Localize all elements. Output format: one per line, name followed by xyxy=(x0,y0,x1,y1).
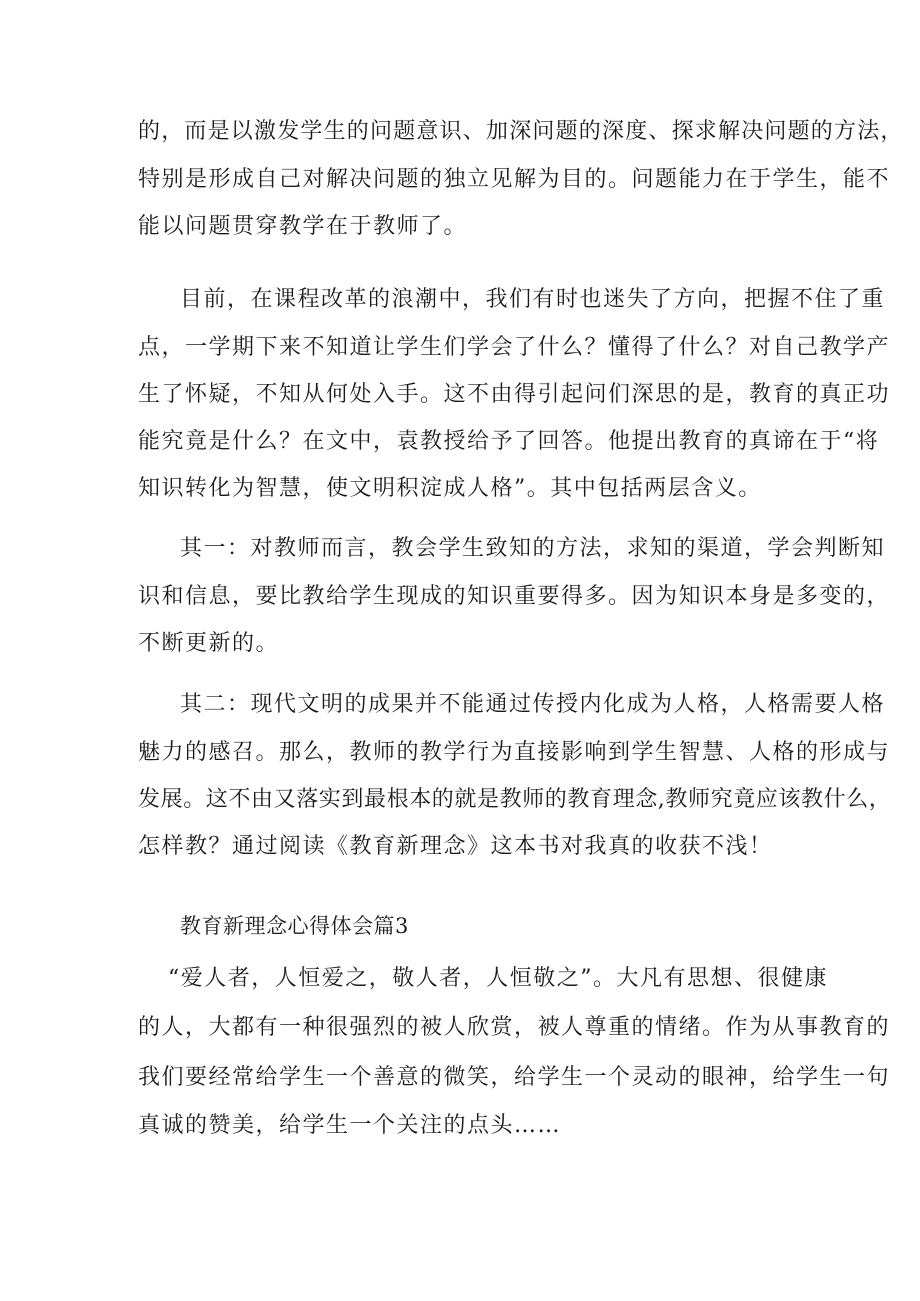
paragraph-3-line-3: 不断更新的。 xyxy=(138,631,280,656)
paragraph-4-line-1: 其二：现代文明的成果并不能通过传授内化成为人格，人格需要人格 xyxy=(180,692,886,717)
paragraph-5-line-3: 我们要经常给学生一个善意的微笑，给学生一个灵动的眼神，给学生一句 xyxy=(138,1065,891,1090)
paragraph-2-line-1: 目前，在课程改革的浪潮中，我们有时也迷失了方向，把握不住了重 xyxy=(180,287,886,312)
paragraph-5-line-1: “爱人者，人恒爱之，敬人者，人恒敬之”。大凡有思想、很健康 xyxy=(168,966,828,991)
paragraph-3-line-2: 识和信息，要比教给学生现成的知识重要得多。因为知识本身是多变的， xyxy=(138,584,891,609)
paragraph-2-line-3: 生了怀疑，不知从何处入手。这不由得引起问们深思的是，教育的真正功 xyxy=(138,382,891,407)
paragraph-5-line-2: 的人，大都有一种很强烈的被人欣赏，被人尊重的情绪。作为从事教育的 xyxy=(138,1015,891,1040)
paragraph-5-line-4: 真诚的赞美，给学生一个关注的点头…… xyxy=(138,1113,562,1138)
paragraph-4-line-2: 魅力的感召。那么，教师的教学行为直接影响到学生智慧、人格的形成与 xyxy=(138,740,891,765)
paragraph-1-line-2: 特别是形成自己对解决问题的独立见解为目的。问题能力在于学生，能不 xyxy=(138,167,891,192)
paragraph-4-line-4: 怎样教？通过阅读《教育新理念》这本书对我真的收获不浅！ xyxy=(138,834,773,859)
paragraph-2-line-5: 知识转化为智慧，使文明积淀成人格”。其中包括两层含义。 xyxy=(138,476,762,501)
paragraph-4-line-3: 发展。这不由又落实到最根本的就是教师的教育理念,教师究竟应该教什么， xyxy=(138,787,892,812)
section-heading: 教育新理念心得体会篇3 xyxy=(180,914,409,938)
paragraph-1-line-1: 的，而是以激发学生的问题意识、加深问题的深度、探求解决问题的方法， xyxy=(138,119,904,144)
paragraph-3-line-1: 其一：对教师而言，教会学生致知的方法，求知的渠道，学会判断知 xyxy=(180,536,886,561)
paragraph-2-line-2: 点，一学期下来不知道让学生们学会了什么？懂得了什么？对自己教学产 xyxy=(138,335,891,360)
paragraph-2-line-4: 能究竟是什么？在文中，袁教授给予了回答。他提出教育的真谛在于“将 xyxy=(138,429,880,454)
paragraph-1-line-3: 能以问题贯穿教学在于教师了。 xyxy=(138,214,468,239)
